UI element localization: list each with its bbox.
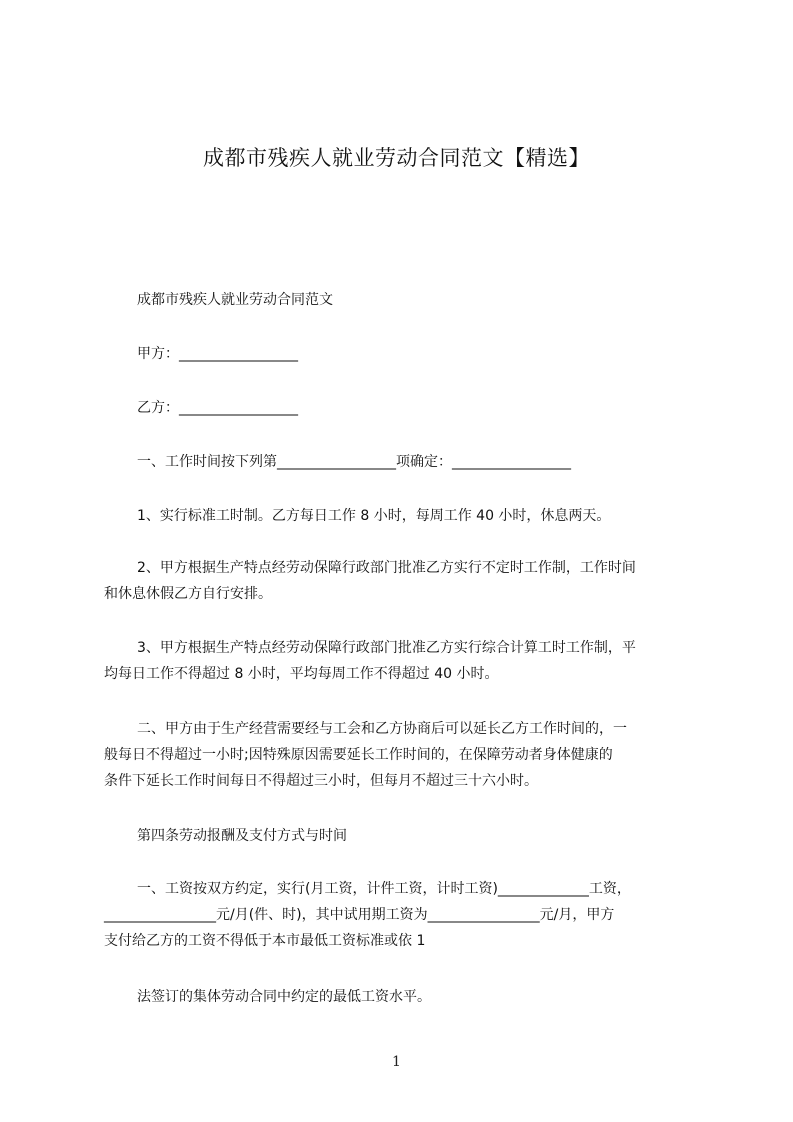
party-a-field: 甲方：_________________ bbox=[137, 346, 298, 362]
item3-line: 3、甲方根据生产特点经劳动保障行政部门批准乙方实行综合计算工时工作制，平 bbox=[137, 640, 636, 656]
item3-paragraph bbox=[104, 635, 710, 687]
section1-heading: 一、工作时间按下列第_________________项确定：_________________ bbox=[137, 454, 571, 470]
wage-tail-paragraph: 法签订的集体劳动合同中约定的最低工资水平。 bbox=[137, 989, 431, 1005]
document-title: 成都市残疾人就业劳动合同范文【精选】 bbox=[203, 146, 590, 170]
wage-line: ________________元/月(件、时)，其中试用期工资为________________元/月，甲方 bbox=[104, 907, 615, 923]
wage-line: 一、工资按双方约定，实行(月工资，计件工资，计时工资)_____________工资， bbox=[137, 881, 631, 897]
party-b-field: 乙方：_________________ bbox=[137, 400, 298, 416]
item2-line: 和休息休假乙方自行安排。 bbox=[104, 586, 272, 602]
section2-line: 条件下延长工作时间每日不得超过三小时，但每月不超过三十六小时。 bbox=[104, 773, 538, 789]
item3-line: 均每日工作不得超过 8 小时，平均每周工作不得超过 40 小时。 bbox=[104, 666, 499, 682]
item1-paragraph: 1、实行标准工时制。乙方每日工作 8 小时，每周工作 40 小时，休息两天。 bbox=[137, 508, 611, 524]
page-number: 1 bbox=[392, 1054, 401, 1070]
wage-paragraph bbox=[104, 876, 710, 954]
wage-line: 支付给乙方的工资不得低于本市最低工资标准或依 1 bbox=[104, 933, 426, 949]
item2-paragraph bbox=[104, 555, 710, 607]
document-subtitle: 成都市残疾人就业劳动合同范文 bbox=[137, 292, 333, 308]
article4-heading: 第四条劳动报酬及支付方式与时间 bbox=[137, 828, 347, 844]
item2-line: 2、甲方根据生产特点经劳动保障行政部门批准乙方实行不定时工作制，工作时间 bbox=[137, 560, 636, 576]
section2-paragraph bbox=[104, 716, 710, 794]
section2-line: 般每日不得超过一小时;因特殊原因需要延长工作时间的，在保障劳动者身体健康的 bbox=[104, 747, 613, 763]
section2-line: 二、甲方由于生产经营需要经与工会和乙方协商后可以延长乙方工作时间的，一 bbox=[137, 721, 627, 737]
